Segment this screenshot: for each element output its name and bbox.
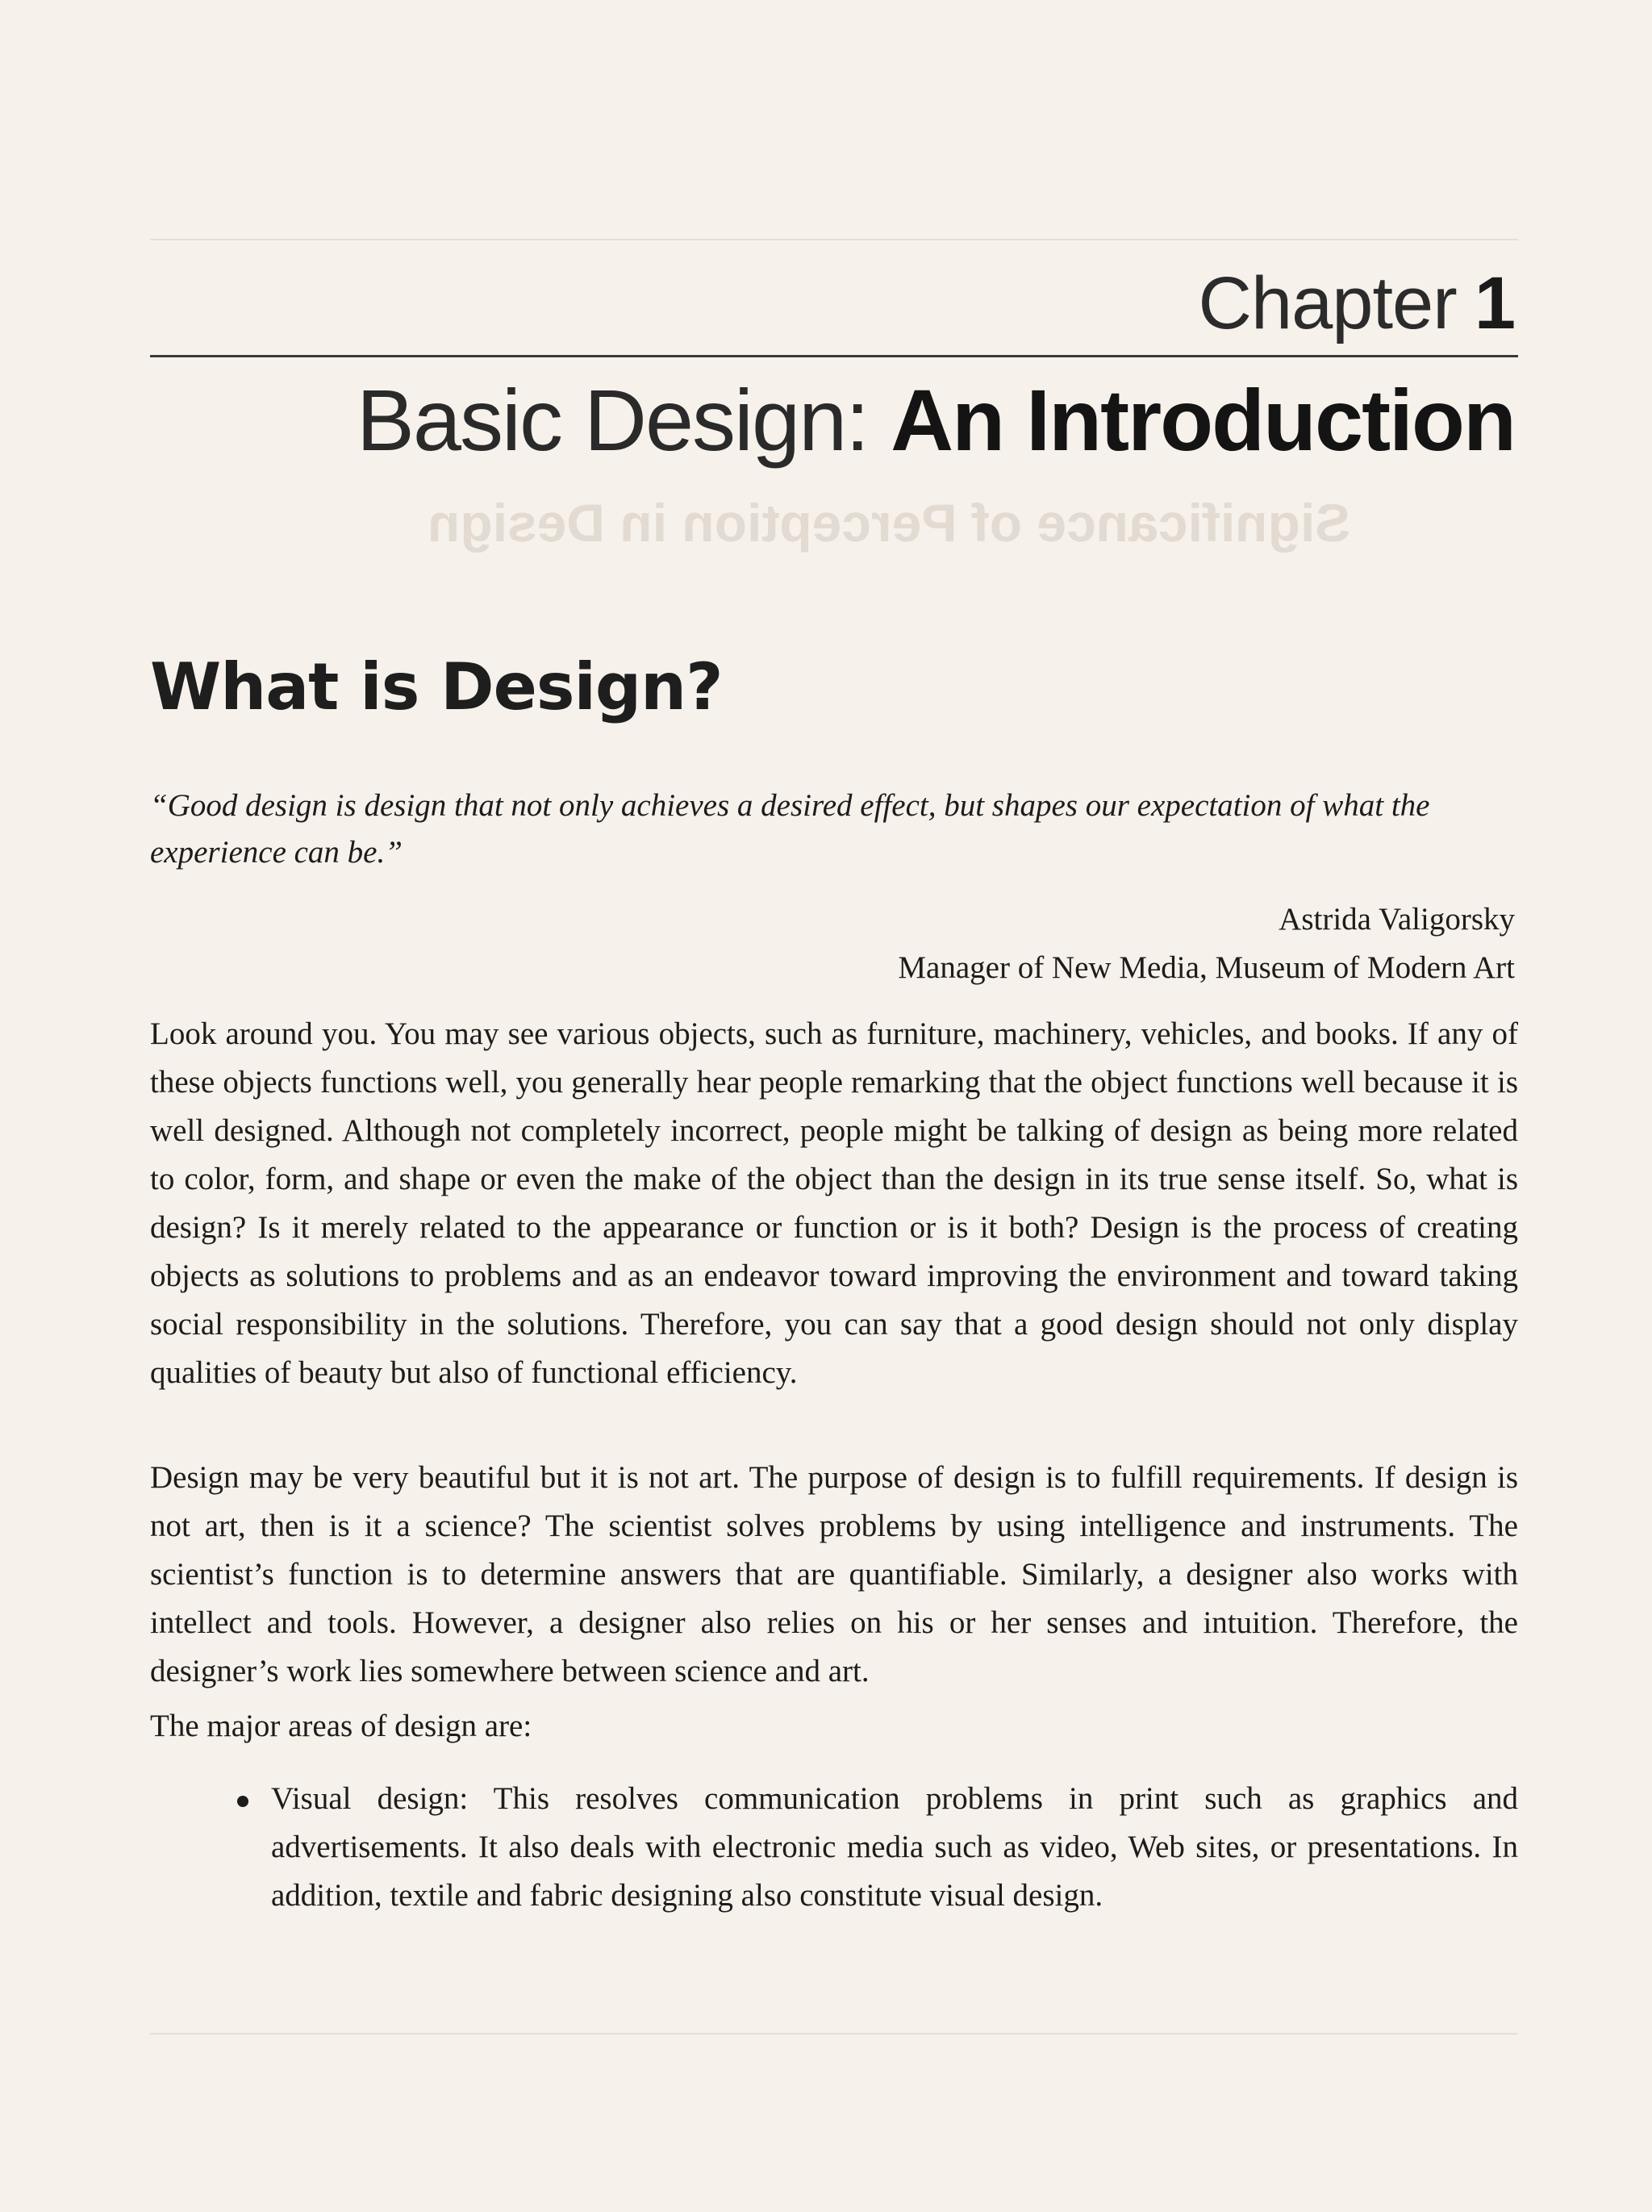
chapter-label (1198, 262, 1515, 344)
chapter-number: 1 (1474, 262, 1515, 344)
list-item (150, 1775, 1518, 1920)
chapter-label-text: Chapter (1198, 262, 1457, 344)
chapter-title (357, 373, 1515, 469)
chapter-divider (150, 355, 1518, 357)
epigraph-quote: “Good design is design that not only achieves a desired effect, but shapes our expectation of what the experience can be.” (150, 788, 1430, 870)
design-areas-list (150, 1775, 1518, 1920)
list-item-text: Visual design: This resolves communication problems in print such as graphics and advertisements. It also deals with electronic media such as video, Web sites, or presentations. In addition, textile and fabric designing also constitute visual design. (271, 1781, 1518, 1913)
bleed-through-heading: Significance of Perception in Design (428, 493, 1351, 553)
epigraph-attribution (305, 895, 1515, 992)
quote-author: Astrida Valigorsky (1279, 902, 1515, 937)
bullet-icon (237, 1796, 248, 1807)
bleed-through-header-rule (150, 239, 1518, 240)
chapter-title-regular: Basic Design: (356, 371, 891, 469)
body-paragraph: Design may be very beautiful but it is not art. The purpose of design is to fulfill requirements. If design is not art, then is it a science? The scientist solves problems by using intelligence and instruments. The scientist’s function is to determine answers that are quantifiable. Similarly, a designer also works with intellect and tools. However, a designer also relies on his or her senses and intuition. Therefore, the designer’s work lies somewhere between science and art. (150, 1460, 1518, 1688)
quote-author-role: Manager of New Media, Museum of Modern Art (898, 950, 1515, 985)
section-heading: What is Design? (150, 649, 723, 724)
bleed-through-footer-rule (150, 2033, 1518, 2035)
chapter-title-bold: An Introduction (891, 371, 1515, 469)
body-paragraph: Look around you. You may see various objects, such as furniture, machinery, vehicles, and books. If any of these objects functions well, you generally hear people remarking that the object functions well because it is well designed. Although not completely incorrect, people might be talking of design as being more related to color, form, and shape or even the make of the object than the design in its true sense itself. So, what is design? Is it merely related to the appearance or function or is it both? Design is the process of creating objects as solutions to problems and as an endeavor toward improving the environment and toward taking social responsibility in the solutions. Therefore, you can say that a good design should not only display qualities of beauty but also of functional efficiency. (150, 1016, 1518, 1390)
list-intro-paragraph: The major areas of design are: (150, 1709, 532, 1743)
